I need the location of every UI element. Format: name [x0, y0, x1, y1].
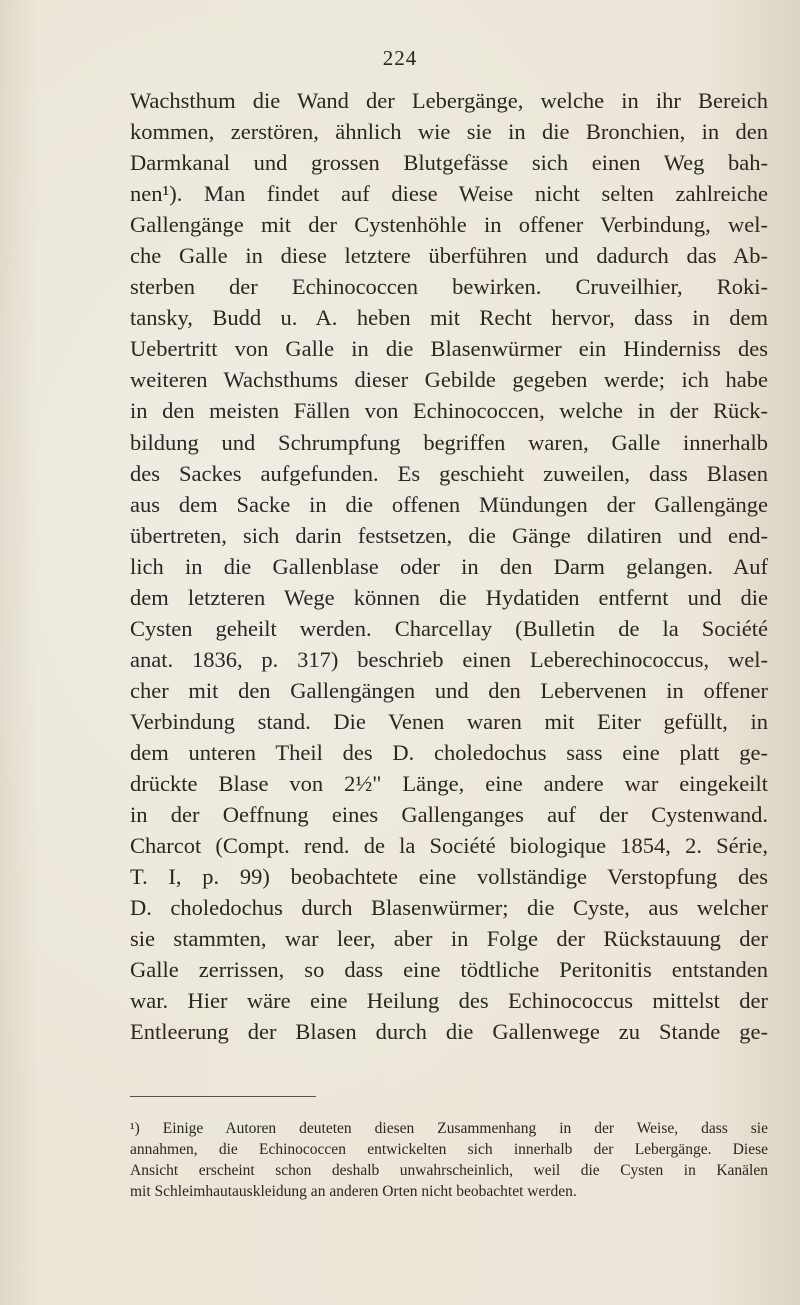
text-line: anat. 1836, p. 317) beschrieb einen Leberechinococcus, wel- — [130, 646, 768, 672]
text-line: kommen, zerstören, ähnlich wie sie in die Bronchien, in den — [130, 119, 768, 145]
text-line: sterben der Echinococcen bewirken. Cruveilhier, Roki- — [130, 274, 768, 300]
page-number: 224 — [382, 46, 418, 70]
text-line: sie stammten, war leer, aber in Folge der Rückstauung der — [130, 926, 768, 952]
text-line: che Galle in diese letztere überführen und dadurch das Ab- — [130, 243, 768, 269]
text-line: Uebertritt von Galle in die Blasenwürmer ein Hinderniss des — [130, 336, 768, 362]
text-line: weiteren Wachsthums dieser Gebilde gegeben werde; ich habe — [130, 367, 768, 393]
text-line: T. I, p. 99) beobachtete eine vollständige Verstopfung des — [130, 864, 768, 890]
text-line: lich in die Gallenblase oder in den Darm gelangen. Auf — [130, 553, 768, 579]
text-line: Galle zerrissen, so dass eine tödtliche Peritonitis entstanden — [130, 957, 768, 983]
text-line: cher mit den Gallengängen und den Lebervenen in offener — [130, 677, 768, 703]
text-line: dem unteren Theil des D. choledochus sass eine platt ge- — [130, 739, 768, 765]
text-line: aus dem Sacke in die offenen Mündungen der Gallengänge — [130, 491, 768, 517]
text-line: Darmkanal und grossen Blutgefässe sich einen Weg bah- — [130, 150, 768, 176]
text-line: dem letzteren Wege können die Hydatiden entfernt und die — [130, 584, 768, 610]
text-line: in den meisten Fällen von Echinococcen, welche in der Rück- — [130, 398, 768, 424]
footnote-line: Ansicht erscheint schon deshalb unwahrscheinlich, weil die Cysten in Kanälen — [130, 1162, 768, 1179]
body-text — [130, 85, 768, 1047]
text-line: Wachsthum die Wand der Lebergänge, welche in ihr Bereich — [130, 88, 768, 113]
text-line: Charcot (Compt. rend. de la Société biologique 1854, 2. Série, — [130, 833, 768, 859]
text-line: Cysten geheilt werden. Charcellay (Bulletin de la Société — [130, 615, 768, 641]
footnote — [130, 1118, 768, 1202]
footnote-divider — [130, 1096, 316, 1097]
text-line: in der Oeffnung eines Gallenganges auf der Cystenwand. — [130, 802, 768, 828]
text-line: war. Hier wäre eine Heilung des Echinococcus mittelst der — [130, 988, 768, 1014]
text-line: übertreten, sich darin festsetzen, die Gänge dilatiren und end- — [130, 522, 768, 548]
footnote-line: mit Schleimhautauskleidung an anderen Orten nicht beobachtet werden. — [130, 1183, 577, 1200]
footnote-line: ¹) Einige Autoren deuteten diesen Zusammenhang in der Weise, dass sie — [130, 1120, 768, 1137]
text-line: Gallengänge mit der Cystenhöhle in offener Verbindung, wel- — [130, 212, 768, 238]
text-line: des Sackes aufgefunden. Es geschieht zuweilen, dass Blasen — [130, 460, 768, 486]
text-line: D. choledochus durch Blasenwürmer; die Cyste, aus welcher — [130, 895, 768, 921]
text-line: Verbindung stand. Die Venen waren mit Eiter gefüllt, in — [130, 708, 768, 734]
text-line: Entleerung der Blasen durch die Gallenwege zu Stande ge- — [130, 1019, 768, 1045]
footnote-line: annahmen, die Echinococcen entwickelten sich innerhalb der Lebergänge. Diese — [130, 1141, 768, 1158]
text-line: tansky, Budd u. A. heben mit Recht hervor, dass in dem — [130, 305, 768, 331]
text-line: nen¹). Man findet auf diese Weise nicht selten zahlreiche — [130, 181, 768, 207]
text-line: drückte Blase von 2½" Länge, eine andere war eingekeilt — [130, 771, 768, 797]
text-line: bildung und Schrumpfung begriffen waren, Galle innerhalb — [130, 429, 768, 455]
